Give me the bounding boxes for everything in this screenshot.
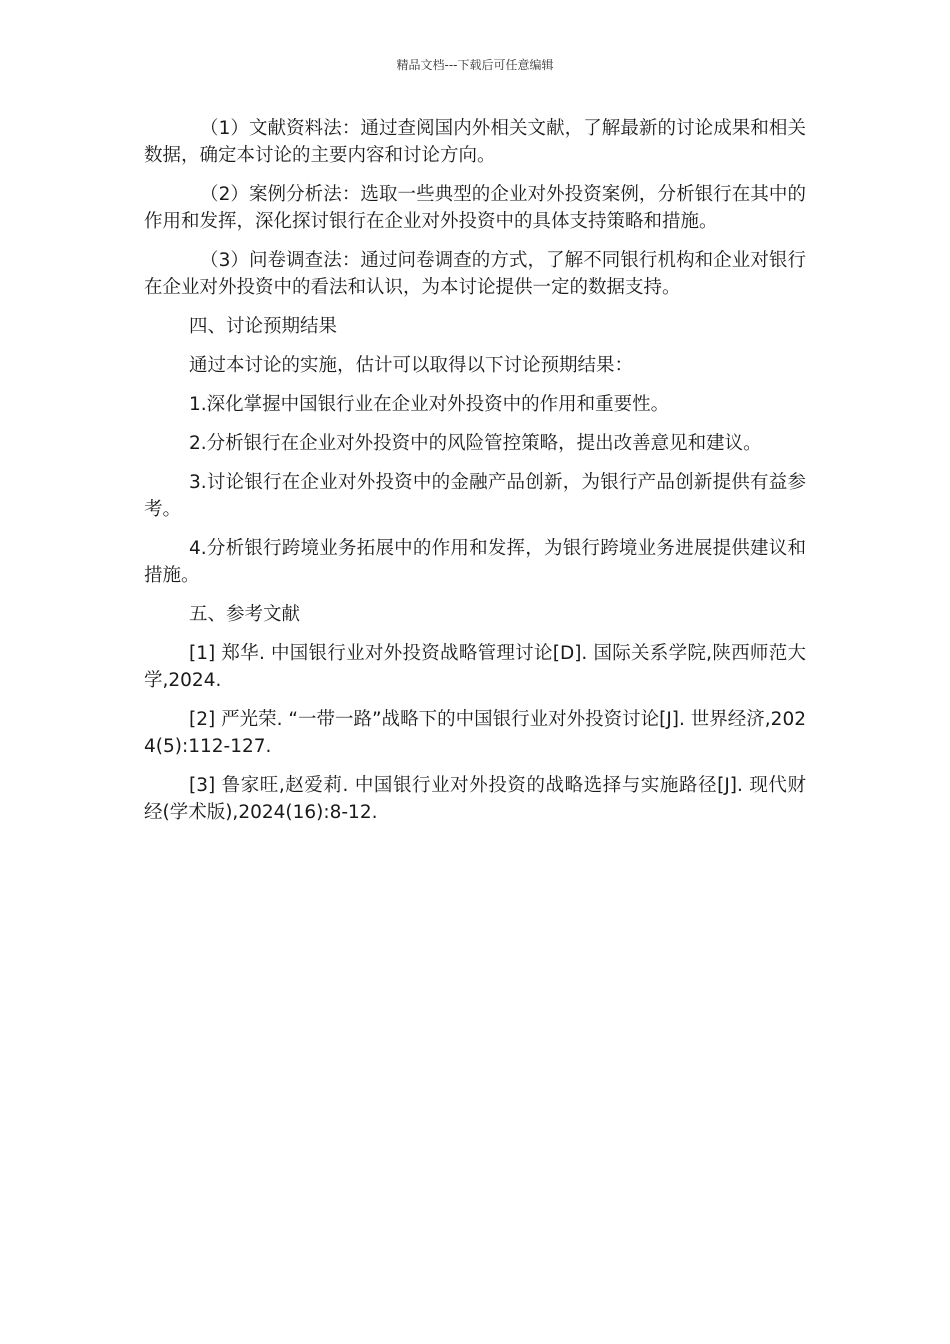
expected-result-item: 4.分析银行跨境业务拓展中的作用和发挥，为银行跨境业务进展提供建议和措施。 <box>144 538 806 586</box>
method-literature: （1）文献资料法：通过查阅国内外相关文献，了解最新的讨论成果和相关数据，确定本讨论的主要内容和讨论方向。 <box>144 118 806 166</box>
reference-item: [1] 郑华. 中国银行业对外投资战略管理讨论[D]. 国际关系学院,陕西师范大学,2024. <box>144 643 806 691</box>
page-header: 精品文档---下载后可任意编辑 <box>396 58 554 72</box>
method-questionnaire: （3）问卷调查法：通过问卷调查的方式，了解不同银行机构和企业对银行在企业对外投资中的看法和认识，为本讨论提供一定的数据支持。 <box>144 250 806 298</box>
document-body <box>144 115 806 838</box>
expected-result-item: 2.分析银行在企业对外投资中的风险管控策略，提出改善意见和建议。 <box>189 433 762 454</box>
expected-result-item: 1.深化掌握中国银行业在企业对外投资中的作用和重要性。 <box>189 394 670 415</box>
method-case-analysis: （2）案例分析法：选取一些典型的企业对外投资案例，分析银行在其中的作用和发挥，深化探讨银行在企业对外投资中的具体支持策略和措施。 <box>144 184 806 232</box>
expected-results-intro: 通过本讨论的实施，估计可以取得以下讨论预期结果： <box>189 355 634 376</box>
reference-item: [3] 鲁家旺,赵爱莉. 中国银行业对外投资的战略选择与实施路径[J]. 现代财经(学术版),2024(16):8-12. <box>144 775 806 823</box>
reference-item: [2] 严光荣. “一带一路”战略下的中国银行业对外投资讨论[J]. 世界经济,2024(5):112-127. <box>144 709 806 757</box>
expected-result-item: 3.讨论银行在企业对外投资中的金融产品创新，为银行产品创新提供有益参考。 <box>144 472 806 520</box>
section-heading-expected-results: 四、讨论预期结果 <box>189 316 338 337</box>
section-heading-references: 五、参考文献 <box>189 604 301 625</box>
